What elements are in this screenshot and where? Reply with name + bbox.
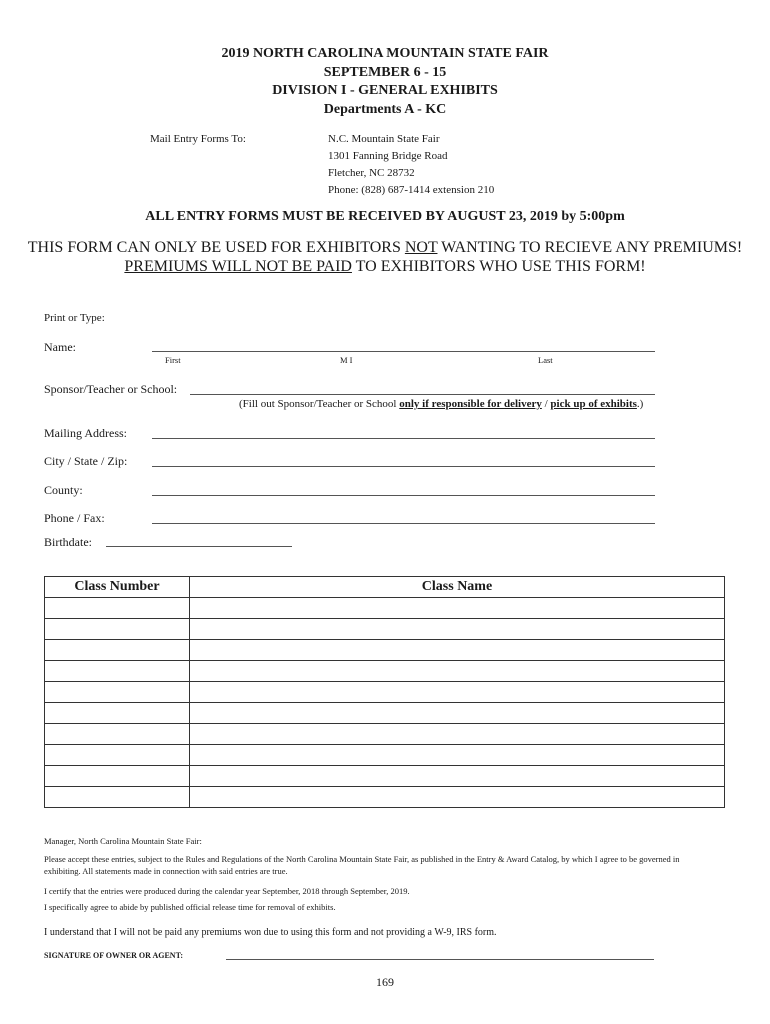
birthdate-label: Birthdate: bbox=[44, 535, 92, 549]
warning-line-1 bbox=[0, 239, 770, 257]
sponsor-label: Sponsor/Teacher or School: bbox=[44, 382, 178, 396]
county-field[interactable] bbox=[152, 495, 655, 496]
page-number: 169 bbox=[376, 975, 394, 989]
class-number-cell[interactable] bbox=[45, 682, 190, 703]
class-name-cell[interactable] bbox=[190, 724, 725, 745]
warning-text: WANTING TO RECIEVE ANY PREMIUMS! bbox=[437, 239, 743, 256]
abide-text: I specifically agree to abide by published official release time for removal of exhibits. bbox=[44, 902, 336, 912]
sponsor-note bbox=[239, 398, 643, 410]
mail-address-line: 1301 Fanning Bridge Road bbox=[328, 150, 448, 162]
city-state-zip-field[interactable] bbox=[152, 466, 655, 467]
class-number-cell[interactable] bbox=[45, 640, 190, 661]
signature-field[interactable] bbox=[226, 959, 654, 960]
table-row bbox=[45, 787, 725, 808]
table-row bbox=[45, 724, 725, 745]
class-name-cell[interactable] bbox=[190, 661, 725, 682]
class-name-cell[interactable] bbox=[190, 598, 725, 619]
class-number-cell[interactable] bbox=[45, 787, 190, 808]
class-number-cell[interactable] bbox=[45, 703, 190, 724]
county-label: County: bbox=[44, 483, 83, 497]
title-departments: Departments A - KC bbox=[323, 102, 447, 117]
class-name-cell[interactable] bbox=[190, 640, 725, 661]
class-name-cell[interactable] bbox=[190, 682, 725, 703]
name-first-caption: First bbox=[165, 355, 181, 365]
class-name-cell[interactable] bbox=[190, 787, 725, 808]
warning-line-2 bbox=[0, 258, 770, 276]
city-state-zip-label: City / State / Zip: bbox=[44, 454, 128, 468]
phone-fax-label: Phone / Fax: bbox=[44, 511, 105, 525]
class-number-cell[interactable] bbox=[45, 598, 190, 619]
warning-text: THIS FORM CAN ONLY BE USED FOR EXHIBITORS bbox=[27, 239, 405, 256]
table-row bbox=[45, 703, 725, 724]
table-row bbox=[45, 619, 725, 640]
signature-label: SIGNATURE OF OWNER OR AGENT: bbox=[44, 951, 183, 960]
class-number-cell[interactable] bbox=[45, 724, 190, 745]
understand-text: I understand that I will not be paid any premiums won due to using this form and not providing a W-9, IRS form. bbox=[44, 927, 497, 938]
class-number-cell[interactable] bbox=[45, 766, 190, 787]
table-row bbox=[45, 682, 725, 703]
class-number-cell[interactable] bbox=[45, 619, 190, 640]
class-entry-table bbox=[44, 576, 725, 808]
name-last-caption: Last bbox=[538, 355, 553, 365]
mail-label: Mail Entry Forms To: bbox=[150, 133, 246, 145]
sponsor-note-text: .) bbox=[636, 398, 644, 410]
warning-text: TO EXHIBITORS WHO USE THIS FORM! bbox=[351, 258, 646, 275]
table-row bbox=[45, 745, 725, 766]
class-name-header: Class Name bbox=[190, 577, 725, 598]
name-mi-caption: M I bbox=[340, 355, 353, 365]
class-number-cell[interactable] bbox=[45, 745, 190, 766]
accept-text: Please accept these entries, subject to the Rules and Regulations of the North Carolina Mountain State Fair, as published in the Entry & Award Catalog, by which I agree to be governed in bbox=[44, 854, 680, 864]
table-row bbox=[45, 640, 725, 661]
table-row bbox=[45, 766, 725, 787]
mail-address-line: Phone: (828) 687-1414 extension 210 bbox=[328, 184, 495, 196]
class-name-cell[interactable] bbox=[190, 619, 725, 640]
sponsor-note-emphasis: only if responsible for delivery bbox=[399, 398, 542, 410]
class-name-cell[interactable] bbox=[190, 703, 725, 724]
mailing-address-label: Mailing Address: bbox=[44, 426, 127, 440]
warning-emphasis: PREMIUMS WILL NOT BE PAID bbox=[124, 258, 352, 275]
name-field[interactable] bbox=[152, 351, 655, 352]
print-or-type-label: Print or Type: bbox=[44, 312, 105, 324]
mailing-address-field[interactable] bbox=[152, 438, 655, 439]
sponsor-note-text: (Fill out Sponsor/Teacher or School bbox=[239, 398, 400, 410]
name-label: Name: bbox=[44, 340, 76, 354]
class-number-cell[interactable] bbox=[45, 661, 190, 682]
mail-address bbox=[328, 131, 494, 199]
mail-address-line: Fletcher, NC 28732 bbox=[328, 167, 415, 179]
accept-text-2: exhibiting. All statements made in connection with said entries are true. bbox=[44, 866, 288, 876]
table-header-row bbox=[45, 577, 725, 598]
table-row bbox=[45, 598, 725, 619]
table-row bbox=[45, 661, 725, 682]
mail-address-line: N.C. Mountain State Fair bbox=[328, 133, 440, 145]
class-name-cell[interactable] bbox=[190, 766, 725, 787]
certify-text: I certify that the entries were produced during the calendar year September, 2018 through September, 2019. bbox=[44, 886, 410, 896]
class-name-cell[interactable] bbox=[190, 745, 725, 766]
title-dates: SEPTEMBER 6 - 15 bbox=[323, 65, 447, 80]
warning-emphasis: NOT bbox=[404, 239, 438, 256]
title-division: DIVISION I - GENERAL EXHIBITS bbox=[272, 83, 498, 98]
sponsor-note-text: / bbox=[541, 398, 551, 410]
phone-fax-field[interactable] bbox=[152, 523, 655, 524]
birthdate-field[interactable] bbox=[106, 546, 292, 547]
sponsor-field[interactable] bbox=[190, 394, 655, 395]
sponsor-note-emphasis: pick up of exhibits bbox=[550, 398, 637, 410]
deadline-notice: ALL ENTRY FORMS MUST BE RECEIVED BY AUGUST 23, 2019 by 5:00pm bbox=[145, 209, 625, 224]
title-fair: 2019 NORTH CAROLINA MOUNTAIN STATE FAIR bbox=[221, 46, 549, 61]
manager-salutation: Manager, North Carolina Mountain State Fair: bbox=[44, 836, 202, 846]
class-number-header: Class Number bbox=[45, 577, 190, 598]
